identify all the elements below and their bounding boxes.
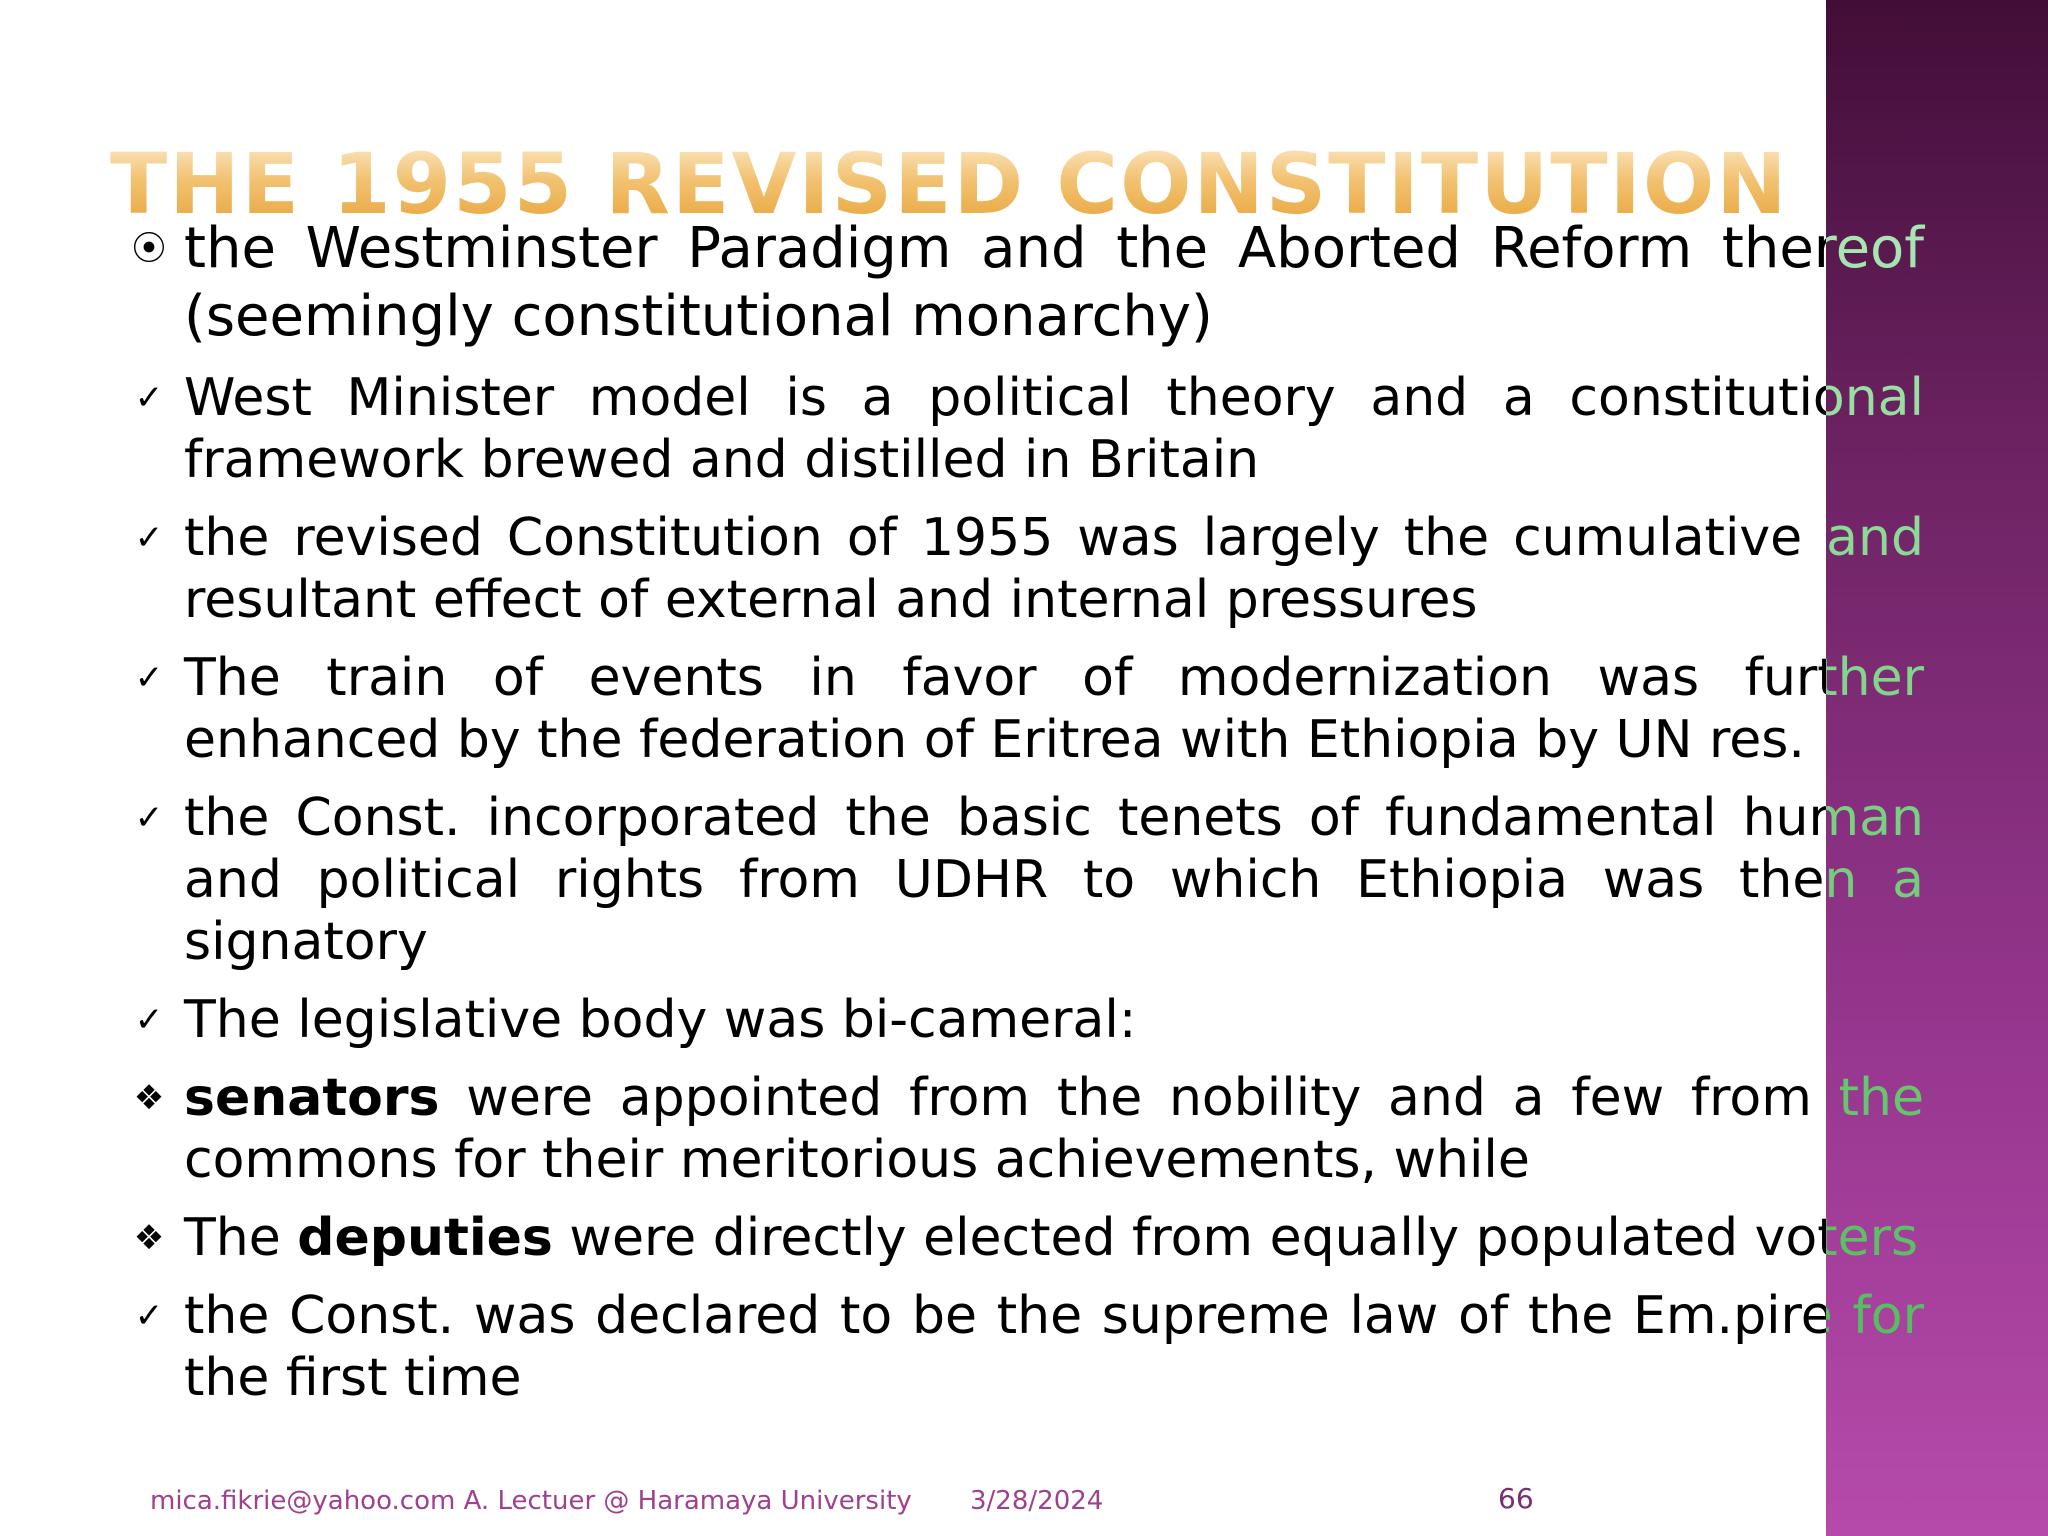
slide-number: 66: [1498, 1482, 1534, 1515]
checkmark-icon: ✓: [134, 658, 164, 698]
bullet-text: The train of events in favor of modernization was further enhanced by the federation of Eritrea with Ethiopia by UN res.: [184, 648, 1924, 770]
bullet-text: the revised Constitution of 1955 was largely the cumulative and resultant effect of external and internal pressures: [184, 508, 1924, 630]
bullet-item: [128, 647, 1924, 771]
bullet-text: the Westminster Paradigm and the Aborted Reform thereof (seemingly constitutional monarchy): [184, 216, 1924, 349]
bullet-text: the Const. was declared to be the supreme law of the Em.pire for the first time: [184, 1286, 1924, 1408]
bullet-item: [128, 1067, 1924, 1191]
footer-date: 3/28/2024: [970, 1486, 1104, 1516]
bullet-text: The: [184, 1208, 298, 1268]
bullet-text: West Minister model is a political theory and a constitutional framework brewed and distilled in Britain: [184, 368, 1924, 490]
bold-term: senators: [184, 1068, 440, 1128]
slide-title: THE 1955 REVISED CONSTITUTION: [110, 135, 1789, 233]
circle-bullet-icon: ⦿: [132, 229, 166, 269]
bullet-item: [128, 787, 1924, 973]
diamond-bullet-icon: ❖: [133, 1218, 165, 1258]
bullet-item: [128, 367, 1924, 491]
checkmark-icon: ✓: [134, 798, 164, 838]
bullet-item: [128, 1207, 1924, 1269]
footer-author: mica.fikrie@yahoo.com A. Lectuer @ Haramaya University: [150, 1486, 912, 1516]
bullet-text: the Const. incorporated the basic tenets of fundamental human and political rights from UDHR to which Ethiopia was then a signatory: [184, 788, 1924, 972]
bullet-item: [128, 215, 1924, 351]
bullet-item: [128, 507, 1924, 631]
bullet-item: [128, 1285, 1924, 1409]
checkmark-icon: ✓: [134, 1000, 164, 1040]
bold-term: deputies: [297, 1208, 553, 1268]
bullet-text: were appointed from the nobility and a few from the commons for their meritorious achievements, while: [184, 1068, 1924, 1190]
bullet-text: The legislative body was bi-cameral:: [184, 990, 1137, 1050]
bullet-text: were directly elected from equally populated voters: [552, 1208, 1919, 1268]
bullet-list: [128, 215, 1924, 1409]
diamond-bullet-icon: ❖: [133, 1078, 165, 1118]
checkmark-icon: ✓: [134, 378, 164, 418]
bullet-item: [128, 989, 1924, 1051]
checkmark-icon: ✓: [134, 1296, 164, 1336]
checkmark-icon: ✓: [134, 518, 164, 558]
